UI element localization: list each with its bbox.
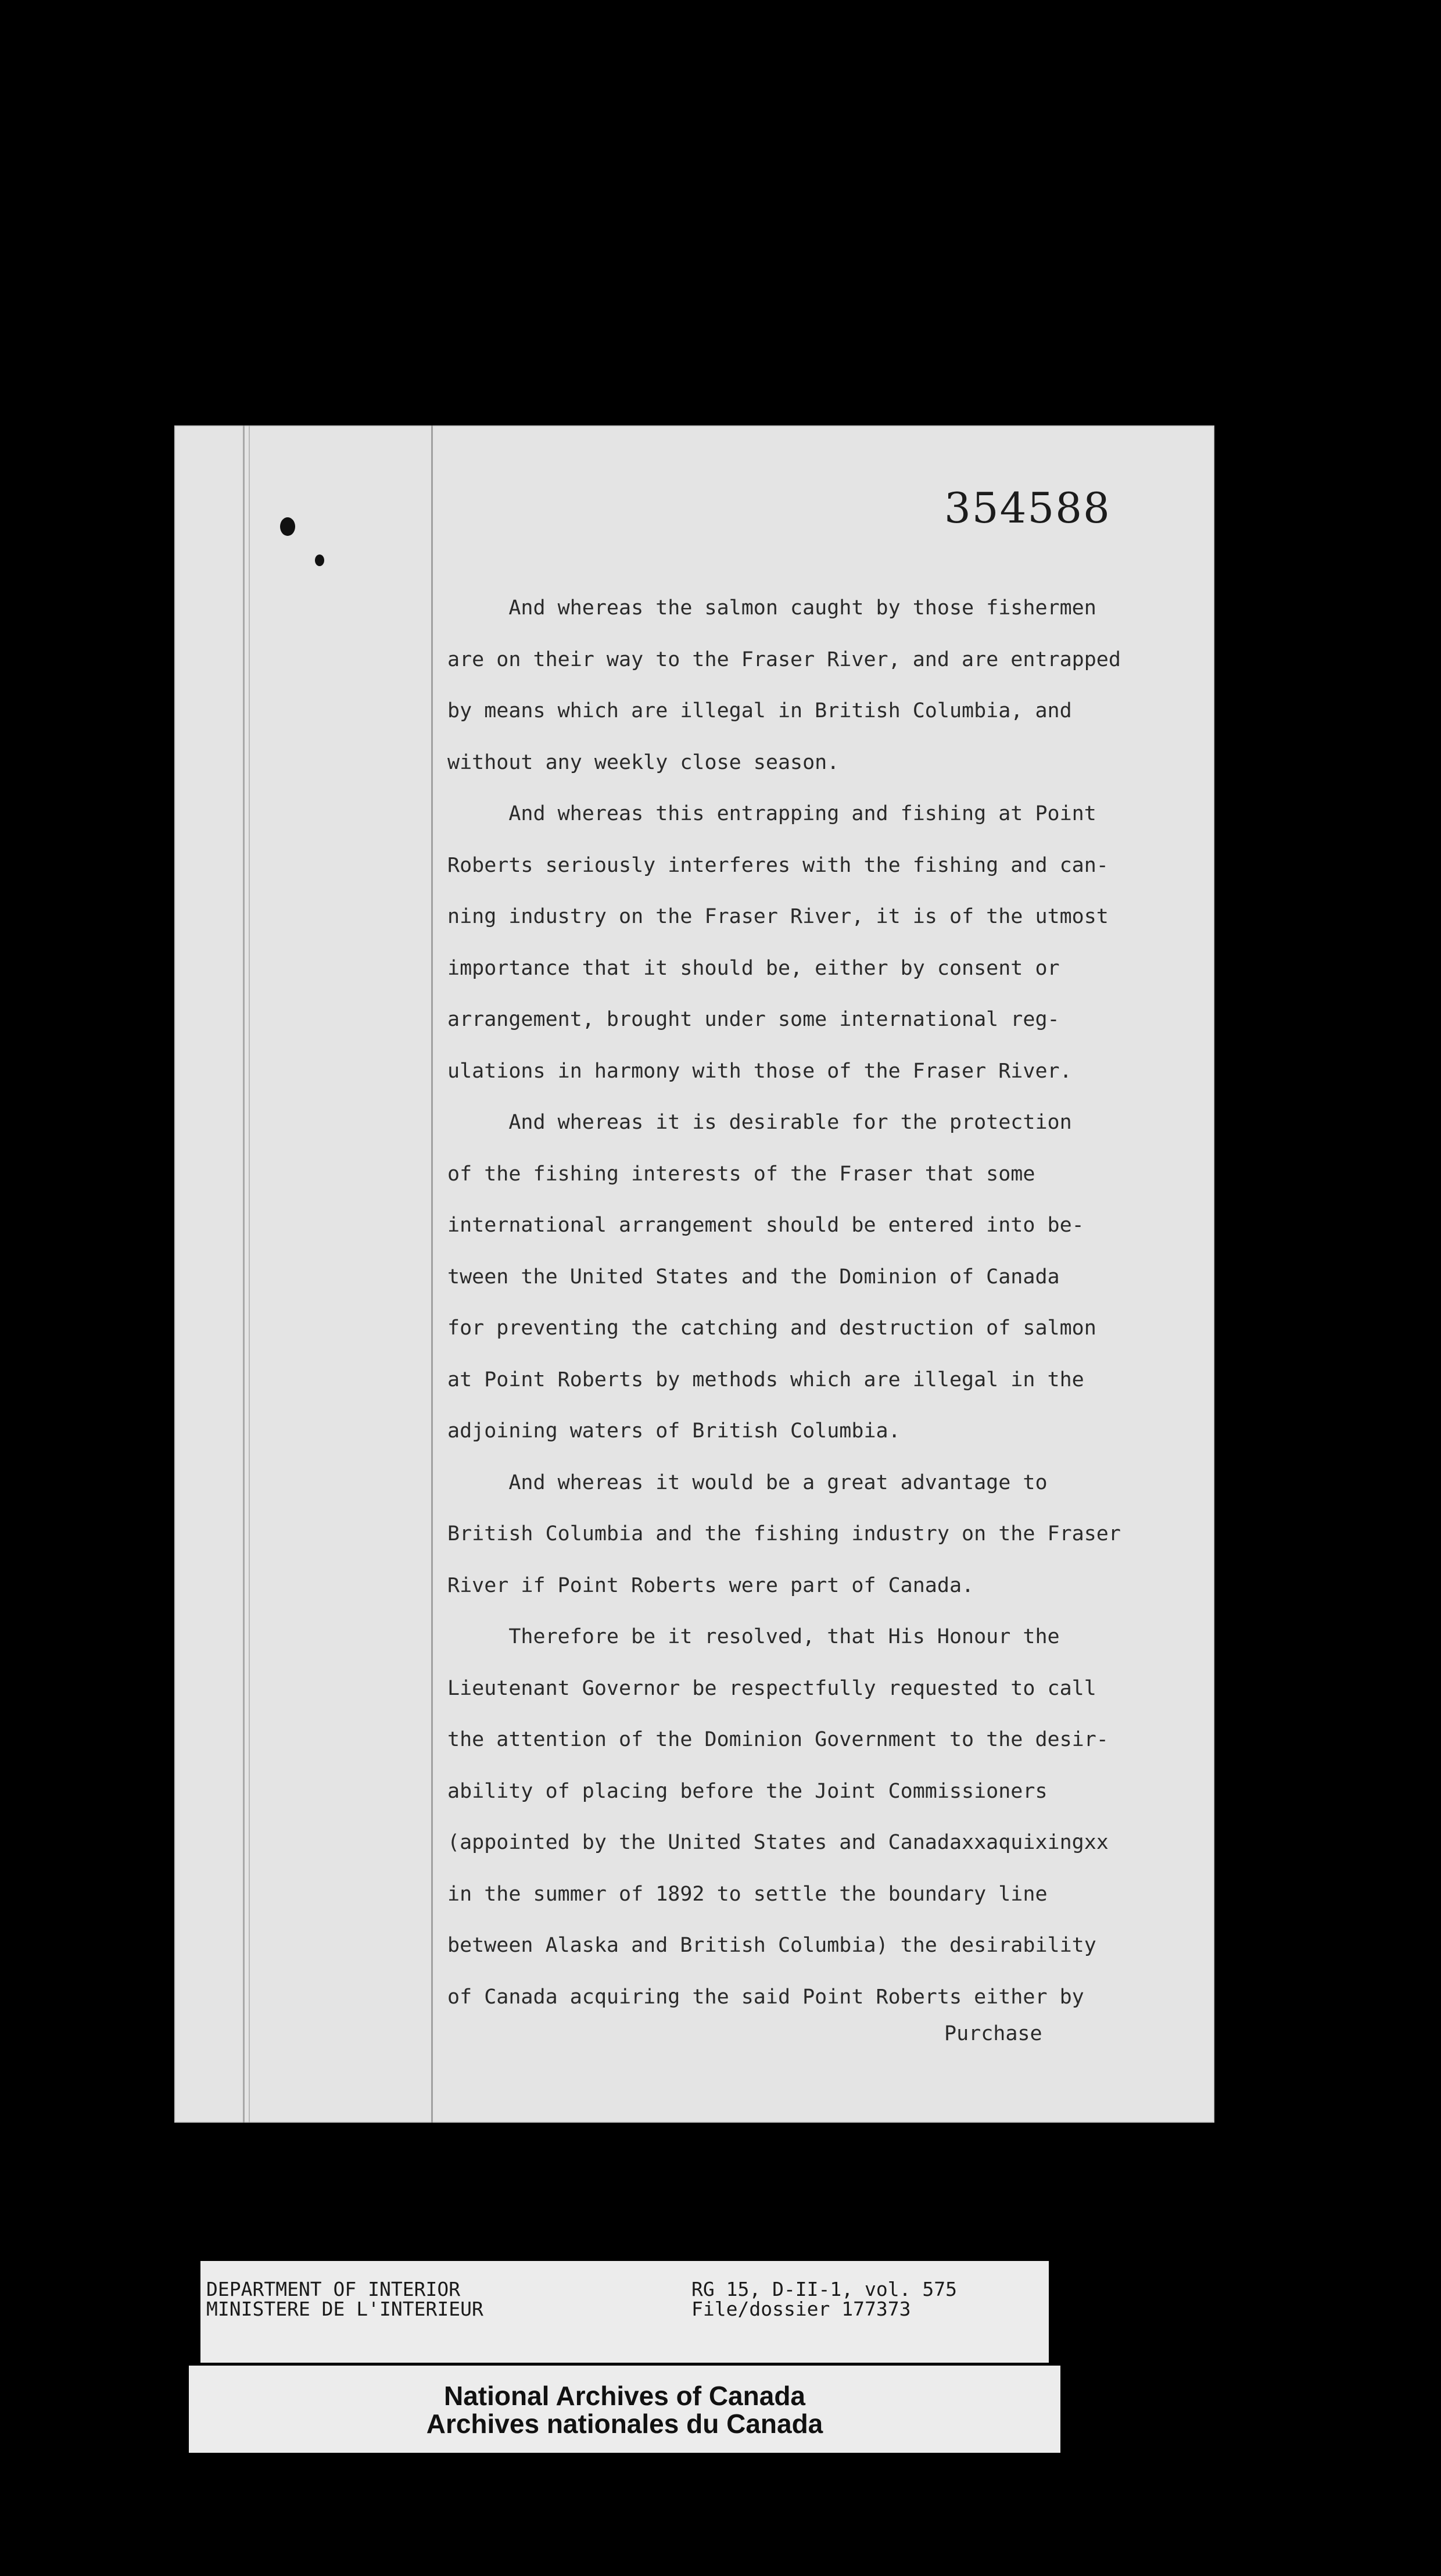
archive-name-en: National Archives of Canada: [443, 2381, 805, 2411]
record-group-reference: RG 15, D-II-1, vol. 575: [691, 2278, 957, 2300]
text-line: arrangement, brought under some international reg-: [447, 1008, 1060, 1031]
text-line: between Alaska and British Columbia) the desirability: [447, 1934, 1096, 1957]
document-body: [447, 582, 1156, 2023]
punch-hole: [280, 517, 295, 536]
text-line: ability of placing before the Joint Commissioners: [447, 1779, 1048, 1803]
text-line: in the summer of 1892 to settle the boundary line: [447, 1882, 1048, 1906]
text-line: ning industry on the Fraser River, it is of the utmost: [447, 905, 1109, 928]
text-line: And whereas it is desirable for the protection: [447, 1111, 1072, 1134]
text-line: at Point Roberts by methods which are illegal in the: [447, 1368, 1084, 1391]
text-line: tween the United States and the Dominion of Canada: [447, 1265, 1060, 1289]
text-line: Roberts seriously interferes with the fishing and can-: [447, 853, 1109, 877]
text-line: by means which are illegal in British Columbia, and: [447, 699, 1072, 722]
margin-rule: [243, 425, 245, 2123]
punch-hole: [315, 554, 324, 566]
text-line: for preventing the catching and destruction of salmon: [447, 1316, 1096, 1340]
department-label: [200, 2261, 1049, 2363]
text-line: ulations in harmony with those of the Fraser River.: [447, 1059, 1072, 1083]
margin-rule: [431, 425, 433, 2123]
document-page: [174, 425, 1214, 2123]
department-name-en: DEPARTMENT OF INTERIOR: [206, 2278, 461, 2300]
text-line: of Canada acquiring the said Point Roberts either by: [447, 1985, 1084, 2009]
text-line: Therefore be it resolved, that His Honour the: [447, 1625, 1060, 1648]
margin-rule: [249, 425, 250, 2123]
text-line: And whereas this entrapping and fishing at Point: [447, 802, 1096, 825]
text-line: international arrangement should be entered into be-: [447, 1214, 1084, 1237]
text-line: British Columbia and the fishing industry on the Fraser: [447, 1522, 1121, 1545]
text-line: And whereas the salmon caught by those fishermen: [447, 596, 1096, 620]
archive-label: [189, 2366, 1060, 2453]
text-line: And whereas it would be a great advantage to: [447, 1471, 1048, 1494]
file-reference: File/dossier 177373: [691, 2298, 911, 2320]
text-line: adjoining waters of British Columbia.: [447, 1419, 901, 1443]
text-line: the attention of the Dominion Government to the desir-: [447, 1728, 1109, 1751]
text-line: Lieutenant Governor be respectfully requested to call: [447, 1676, 1096, 1700]
text-line: importance that it should be, either by consent or: [447, 956, 1060, 980]
page-number: 354588: [944, 484, 1111, 532]
text-line: River if Point Roberts were part of Canada.: [447, 1573, 974, 1597]
text-line: without any weekly close season.: [447, 750, 840, 774]
text-line: (appointed by the United States and Canadaxxaquixingxx: [447, 1831, 1109, 1854]
text-line: of the fishing interests of the Fraser that some: [447, 1162, 1035, 1186]
catchword: Purchase: [944, 2022, 1042, 2045]
text-line: are on their way to the Fraser River, and are entrapped: [447, 647, 1121, 671]
department-name-fr: MINISTERE DE L'INTERIEUR: [206, 2298, 483, 2320]
archive-name-fr: Archives nationales du Canada: [426, 2409, 823, 2439]
